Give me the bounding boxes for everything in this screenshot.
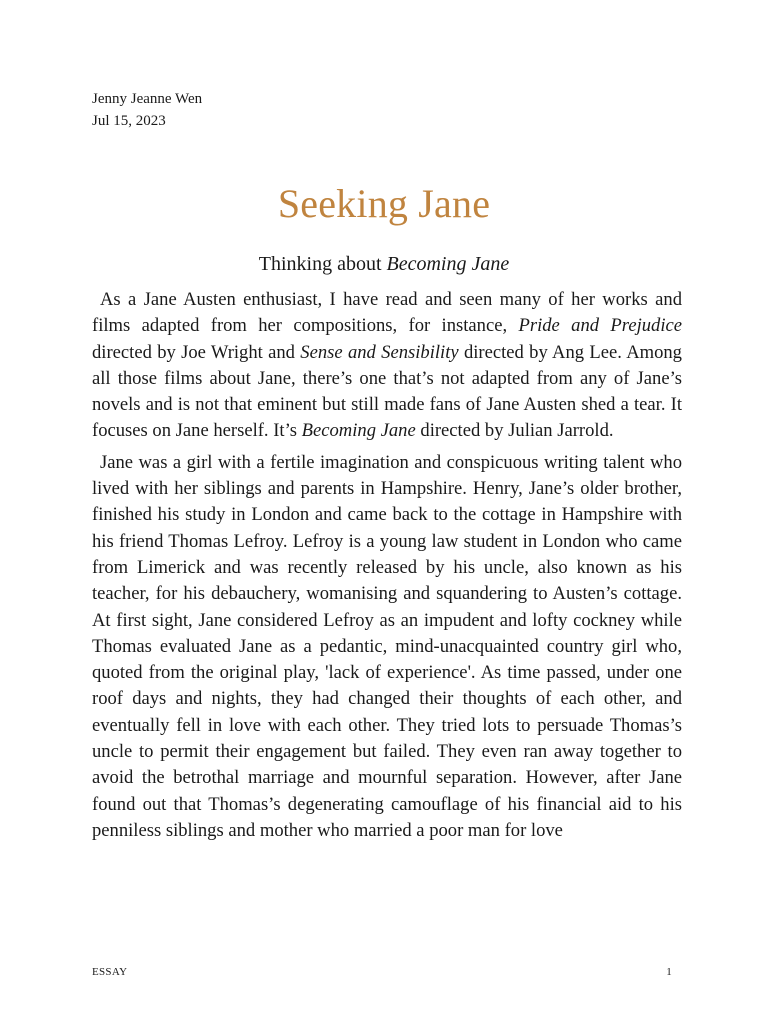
paragraph-1 — [92, 287, 682, 445]
essay-body — [92, 287, 682, 849]
author-name: Jenny Jeanne Wen — [92, 91, 203, 107]
header-block — [92, 88, 202, 132]
p1-italic-2: Sense and Sensibility — [300, 341, 459, 363]
paragraph-2: Jane was a girl with a fertile imagination and conspicuous writing talent who lived with her siblings and parents in Hampshire. Henry, Jane’s older brother, finished his study in London and came back to the cottage in Hampshire with his friend Thomas Lefroy. Lefroy is a young law student in London who came from Limerick and was recently released by his uncle, also known as his teacher, for his debauchery, womanising and squandering to Austen’s cottage. At first sight, Jane considered Lefroy as an impudent and lofty cockney while Thomas evaluated Jane as a pedantic, mind-unacquainted country girl who, quoted from the original play, 'lack of experience'. As time passed, under one roof days and nights, they had changed their thoughts of each other, and eventually fell in love with each other. They tried lots to persuade Thomas’s uncle to permit their engagement but failed. They even ran away together to avoid the betrothal marriage and mournful separation. However, after Jane found out that Thomas’s degenerating camouflage of his financial aid to his penniless siblings and mother who married a poor man for love — [92, 451, 682, 841]
subtitle-prefix: Thinking about — [258, 253, 387, 275]
p1-text-3: directed by Ang Lee. Among all those films about Jane, there’s one that’s not adapted from any of Jane’s novels and is not that eminent but still made fans of Jane Austen shed a tear. It focuses on Jane herself. It’s — [92, 341, 682, 442]
subtitle-italic: Becoming Jane — [386, 253, 510, 275]
footer-label: ESSAY — [92, 966, 128, 978]
subtitle — [0, 253, 768, 276]
publish-date: Jul 15, 2023 — [92, 113, 166, 129]
page-title: Seeking Jane — [277, 181, 491, 226]
p1-text-1: As a Jane Austen enthusiast, I have read and seen many of her works and films adapted from her compositions, for instance, — [92, 289, 682, 337]
page-number: 1 — [666, 966, 672, 978]
p1-italic-1: Pride and Prejudice — [518, 315, 683, 337]
p1-text-2: directed by Joe Wright and — [92, 341, 301, 363]
p1-italic-3: Becoming Jane — [301, 420, 416, 442]
p1-text-4: directed by Julian Jarrold. — [415, 420, 614, 442]
